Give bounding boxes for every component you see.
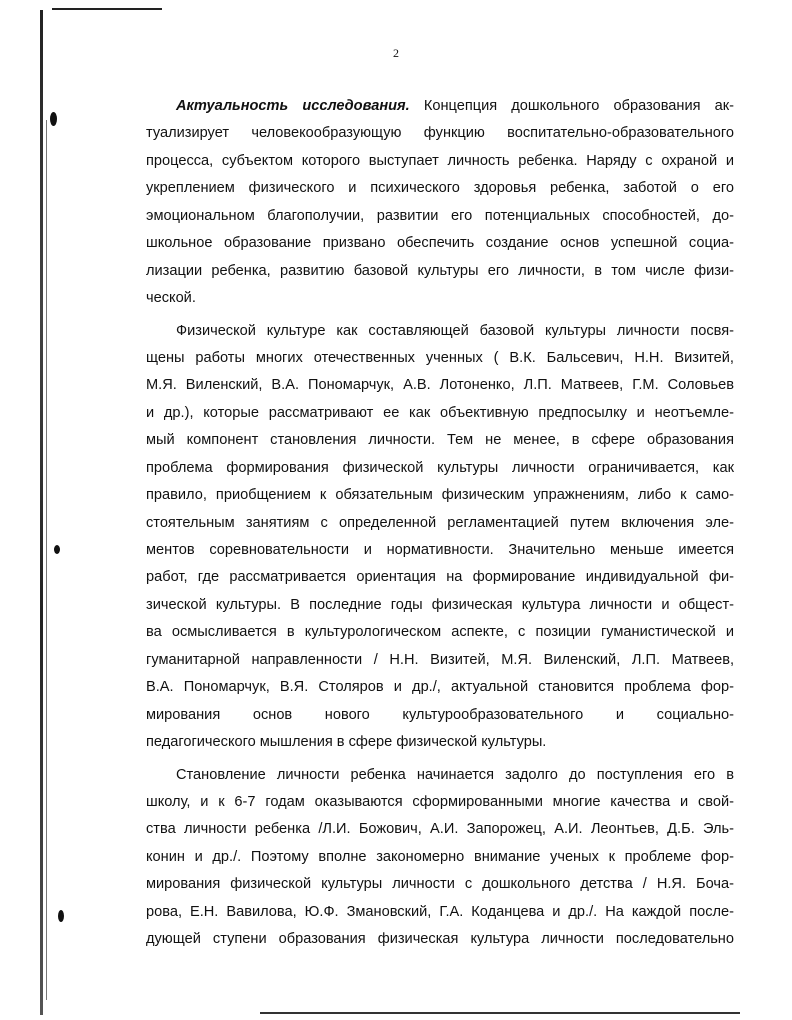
page-number: 2: [393, 46, 399, 60]
text-line: конин и др./. Поэтому вполне закономерно внимание ученых к проблеме фор-: [146, 848, 734, 865]
paragraph: [146, 93, 734, 313]
text-line: школу, и к 6-7 годам оказываются сформированными многие качества и свой-: [146, 793, 734, 810]
scan-top-rule: [52, 8, 162, 10]
text-line: правило, приобщением к обязательным физическим упражнениям, либо к само-: [146, 487, 734, 504]
text-line: ментов соревновательности и нормативности. Значительно меньше имеется: [146, 542, 734, 558]
text-line: гуманитарной направленности / Н.Н. Визитей, М.Я. Виленский, Л.П. Матвеев,: [146, 651, 734, 668]
paragraph: [146, 762, 734, 954]
text-line: ства личности ребенка /Л.И. Божович, А.И. Запорожец, А.И. Леонтьев, Д.Б. Эль-: [146, 821, 734, 838]
text-line: ческой.: [146, 290, 196, 307]
text-line: стоятельным занятиям с определенной регламентацией путем включения эле-: [146, 514, 734, 531]
text-line: туализирует человекообразующую функцию воспитательно-образовательного: [146, 125, 734, 142]
text-line: укреплением физического и психического здоровья ребенка, заботой о его: [146, 180, 734, 197]
text-line: мирования основ нового культурообразовательного и социально-: [146, 706, 734, 723]
text-line: процесса, субъектом которого выступает личность ребенка. Наряду с охраной и: [146, 152, 734, 169]
text-line: Актуальность исследования. Концепция дошкольного образования ак-: [176, 98, 735, 114]
paragraph: [146, 318, 734, 757]
text-line: М.Я. Виленский, В.А. Пономарчук, А.В. Лотоненко, Л.П. Матвеев, Г.М. Соловьев: [146, 377, 734, 394]
text-line: Становление личности ребенка начинается задолго до поступления его в: [176, 766, 734, 783]
text-line: ва осмысливается в культурологическом аспекте, с позиции гуманистической и: [146, 624, 734, 641]
text-line: работ, где рассматривается ориентация на формирование индивидуальной фи-: [146, 569, 734, 586]
scan-mark: [58, 910, 64, 922]
text-line: эмоциональном благополучии, развитии его потенциальных способностей, до-: [146, 207, 734, 224]
scan-mark: [54, 545, 60, 554]
text-line: зической культуры. В последние годы физическая культура личности и общест-: [146, 596, 734, 613]
text-line: мирования физической культуры личности с дошкольного детства / Н.Я. Боча-: [146, 876, 734, 893]
document-body: [146, 93, 734, 954]
text-line: рова, Е.Н. Вавилова, Ю.Ф. Змановский, Г.А. Коданцева и др./. На каждой после-: [146, 903, 734, 920]
text-line: педагогического мышления в сфере физической культуры.: [146, 734, 547, 751]
text-line: мый компонент становления личности. Тем не менее, в сфере образования: [146, 432, 734, 449]
text-line: лизации ребенка, развитию базовой культуры его личности, в том числе физи-: [146, 262, 734, 279]
text-line: дующей ступени образования физическая культура личности последовательно: [146, 931, 734, 948]
scan-mark: [50, 112, 57, 126]
scan-edge-line: [46, 120, 47, 1000]
text-line: проблема формирования физической культуры личности ограничивается, как: [146, 459, 734, 476]
text-line: Физической культуре как составляющей базовой культуры личности посвя-: [176, 322, 734, 339]
text-line: и др.), которые рассматривают ее как объективную предпосылку и неотъемле-: [146, 404, 734, 421]
text-line: щены работы многих отечественных ученных ( В.К. Бальсевич, Н.Н. Визитей,: [146, 349, 734, 366]
text-line: школьное образование призвано обеспечить создание основ успешной социа-: [146, 235, 734, 252]
scan-bottom-rule: [260, 1012, 740, 1014]
lead-heading: Актуальность исследования.: [176, 98, 410, 114]
scan-edge-shadow: [40, 10, 43, 1015]
text-line: В.А. Пономарчук, В.Я. Столяров и др./, актуальной становится проблема фор-: [146, 679, 734, 696]
